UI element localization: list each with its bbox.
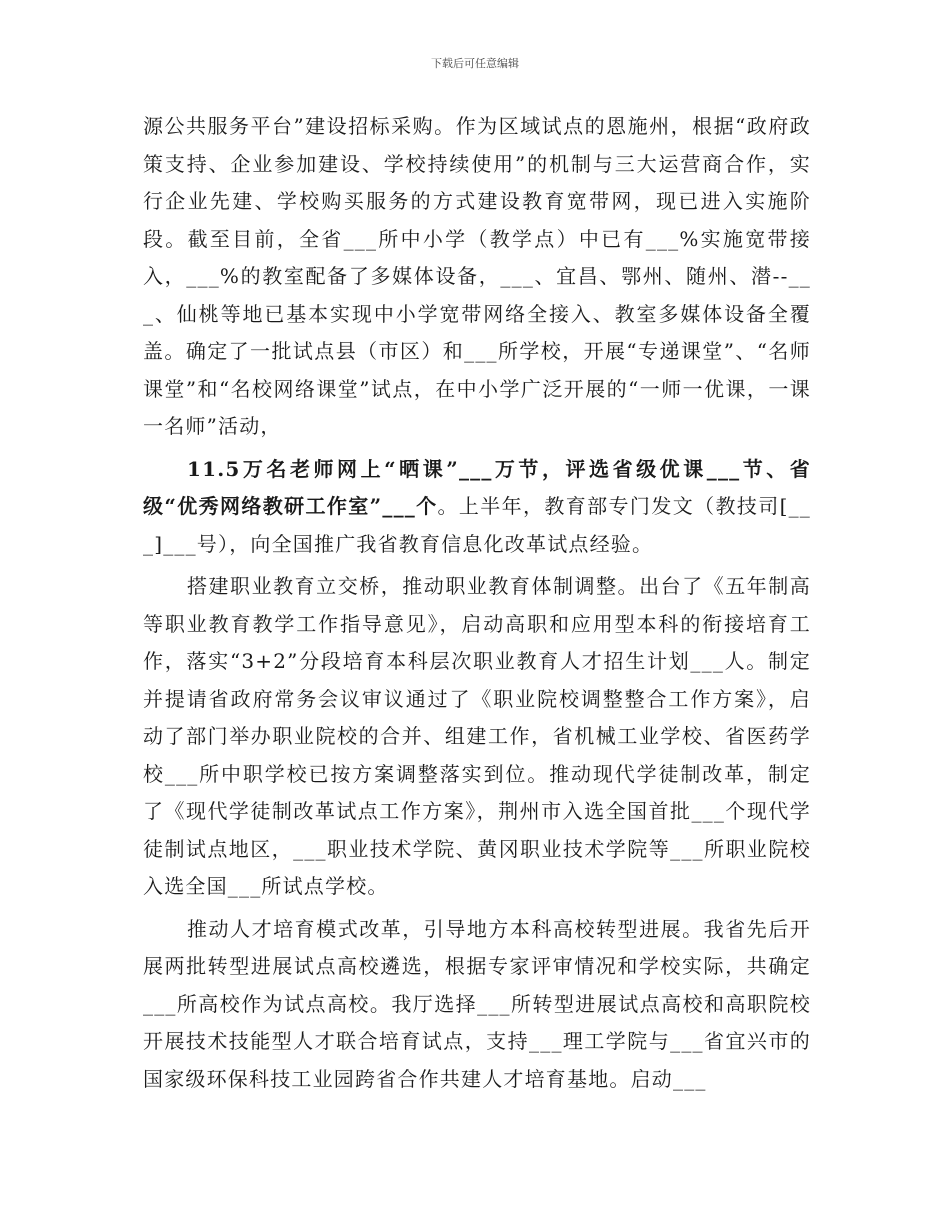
- paragraph-2-rest: 。上半年，教育部专门发文（教技司[___]___号），向全国推广我省教育信息化改革试点经验。: [143, 494, 811, 556]
- paragraph-2: [143, 451, 811, 564]
- paragraph-4: 推动人才培育模式改革，引导地方本科高校转型进展。我省先后开展两批转型进展试点高校遴选，根据专家评审情况和学校实际，共确定___所高校作为试点高校。我厅选择___所转型进展试点高校和高职院校开展技术技能型人才联合培育试点，支持___理工学院与___省宜兴市的国家级环保科技工业园跨省合作共建人才培育基地。启动___: [143, 916, 811, 1091]
- paragraph-3: 搭建职业教育立交桥，推动职业教育体制调整。出台了《五年制高等职业教育教学工作指导意见》，启动高职和应用型本科的衔接培育工作，落实“3+2”分段培育本科层次职业教育人才招生计划___人。制定并提请省政府常务会议审议通过了《职业院校调整整合工作方案》，启动了部门举办职业院校的合并、组建工作，省机械工业学校、省医药学校___所中职学校已按方案调整落实到位。推动现代学徒制改革，制定了《现代学徒制改革试点工作方案》，荆州市入选全国首批___个现代学徒制试点地区，___职业技术学院、黄冈职业技术学院等___所职业院校入选全国___所试点学校。: [143, 574, 811, 898]
- paragraph-1: 源公共服务平台”建设招标采购。作为区域试点的恩施州，根据“政府政策支持、企业参加建设、学校持续使用”的机制与三大运营商合作，实行企业先建、学校购买服务的方式建设教育宽带网，现已进入实施阶段。截至目前，全省___所中小学（教学点）中已有___%实施宽带接入，___%的教室配备了多媒体设备，___、宜昌、鄂州、随州、潜--___、仙桃等地已基本实现中小学宽带网络全接入、教室多媒体设备全覆盖。确定了一批试点县（市区）和___所学校，开展“专递课堂”、“名师课堂”和“名校网络课堂”试点，在中小学广泛开展的“一师一优课，一课一名师”活动，: [143, 114, 811, 438]
- paragraph-2-bold: 11.5万名老师网上“晒课”___万节，评选省级优课___节、省级“优秀网络教研工作室”___个: [143, 456, 811, 518]
- document-body: [143, 108, 811, 1098]
- page-header: 下载后可任意编辑: [431, 57, 519, 70]
